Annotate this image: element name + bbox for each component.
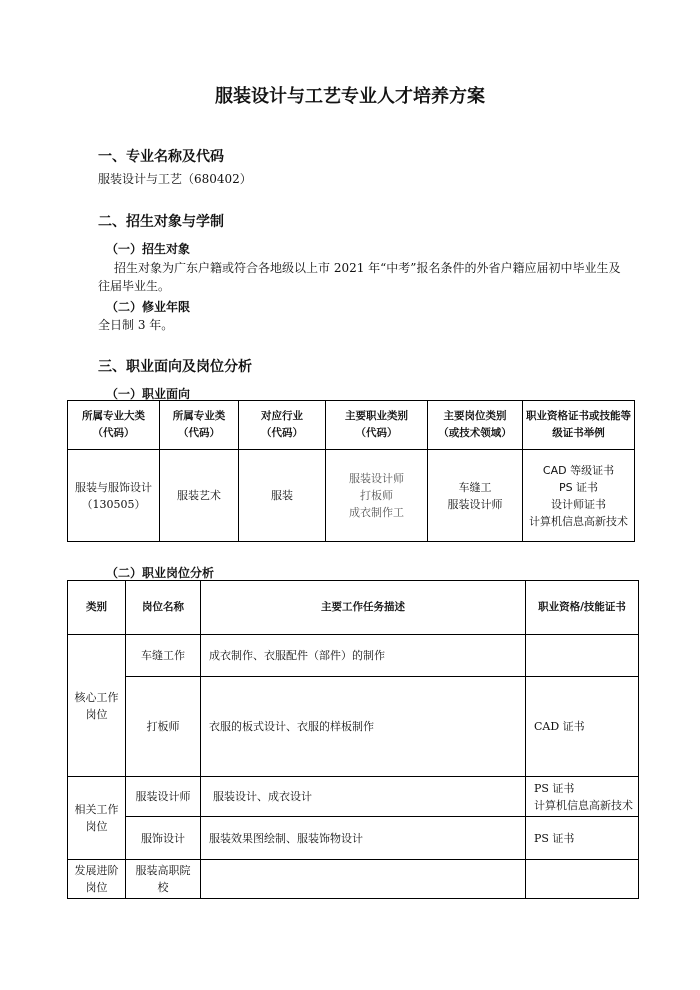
section-2-sub1: （一）招生对象	[106, 242, 191, 256]
t2-cert: PS 证书 计算机信息高新技术	[526, 777, 639, 817]
t2-header-position: 岗位名称	[126, 581, 201, 635]
section-2-body1-line2: 往届毕业生。	[98, 279, 171, 293]
section-2-body1-line1: 招生对象为广东户籍或符合各地级以上市 2021 年“中考”报名条件的外省户籍应届初中毕业生及	[114, 261, 621, 275]
t2-cert: CAD 证书	[526, 677, 639, 777]
t1-header-industry: 对应行业 （代码）	[239, 401, 326, 450]
section-1-heading: 一、专业名称及代码	[98, 149, 224, 165]
t1-header-major-class: 所属专业类 （代码）	[160, 401, 239, 450]
t2-category-advance: 发展进阶 岗位	[68, 860, 126, 899]
section-2-sub2: （二）修业年限	[106, 300, 191, 314]
table-row	[68, 635, 639, 677]
section-3-heading: 三、职业面向及岗位分析	[98, 359, 252, 375]
t1-certificates: CAD 等级证书 PS 证书 设计师证书 计算机信息高新技术	[523, 450, 635, 542]
t1-occupations: 服装设计师 打板师 成衣制作工	[326, 450, 428, 542]
t2-task	[201, 860, 526, 899]
t2-header-cert: 职业资格/技能证书	[526, 581, 639, 635]
t1-major-category: 服装与服饰设计 （130505）	[68, 450, 160, 542]
t2-position: 打板师	[126, 677, 201, 777]
position-analysis-table	[67, 580, 639, 899]
t2-position: 服装设计师	[126, 777, 201, 817]
t1-header-occupation: 主要职业类别 （代码）	[326, 401, 428, 450]
table-row	[68, 777, 639, 817]
t2-task: 衣服的板式设计、衣服的样板制作	[201, 677, 526, 777]
t1-positions: 车缝工 服装设计师	[428, 450, 523, 542]
table-row	[68, 677, 639, 777]
t2-position: 服饰设计	[126, 817, 201, 860]
t2-task: 服装设计、成衣设计	[201, 777, 526, 817]
section-3-sub2: （二）职业岗位分析	[106, 566, 215, 580]
section-1-body: 服装设计与工艺（680402）	[98, 172, 252, 186]
t1-header-certificate: 职业资格证书或技能等 级证书举例	[523, 401, 635, 450]
t2-task: 服装效果图绘制、服装饰物设计	[201, 817, 526, 860]
t2-header-task: 主要工作任务描述	[201, 581, 526, 635]
section-2-heading: 二、招生对象与学制	[98, 214, 224, 230]
table-row	[68, 817, 639, 860]
t2-task: 成衣制作、衣服配件（部件）的制作	[201, 635, 526, 677]
t2-cert	[526, 860, 639, 899]
t2-position: 车缝工作	[126, 635, 201, 677]
page-title: 服装设计与工艺专业人才培养方案	[215, 86, 485, 107]
t2-header-category: 类别	[68, 581, 126, 635]
t1-header-position: 主要岗位类别 （或技术领域）	[428, 401, 523, 450]
t2-category-core: 核心工作 岗位	[68, 635, 126, 777]
t2-cert	[526, 635, 639, 677]
t1-header-major-category: 所属专业大类 （代码）	[68, 401, 160, 450]
section-2-body2: 全日制 3 年。	[98, 318, 174, 332]
t2-position: 服装高职院 校	[126, 860, 201, 899]
t1-major-class: 服装艺术	[160, 450, 239, 542]
t2-cert: PS 证书	[526, 817, 639, 860]
t2-category-related: 相关工作 岗位	[68, 777, 126, 860]
table-row	[68, 860, 639, 899]
t1-industry: 服装	[239, 450, 326, 542]
section-3-sub1: （一）职业面向	[106, 387, 191, 401]
occupation-table	[67, 400, 635, 542]
